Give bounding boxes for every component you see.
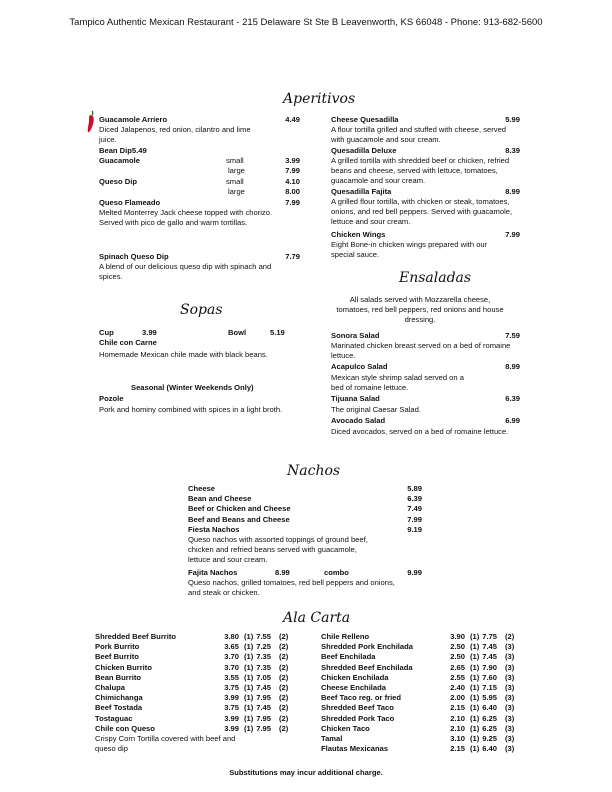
price-single: 3.99: [224, 693, 239, 703]
price-single: 2.50: [450, 652, 465, 662]
ala-carta-row: [321, 734, 531, 744]
spinach-queso-desc: A blend of our delicious queso dip with spinach and spices.: [99, 262, 272, 282]
qty-multi: (3): [505, 723, 515, 733]
price-multi: 7.45: [482, 652, 497, 662]
pozole-desc: Pork and hominy combined with spices in a light broth.: [99, 405, 283, 414]
ala-carta-row: [95, 714, 305, 724]
qty-multi: (2): [279, 723, 289, 733]
fiesta-nachos-desc: Queso nachos with assorted toppings of ground beef, chicken and refried beans served with guacamole, lettuce and sour cream.: [188, 535, 368, 565]
price-multi: 7.05: [256, 672, 271, 682]
chicken-wings-desc: Eight Bone-in chicken wings prepared with our special sauce.: [331, 240, 488, 260]
ala-carta-right-column: [321, 632, 531, 754]
nachos-item-price: 5.89: [407, 484, 422, 493]
fajita-nachos-combo-price: 9.99: [407, 568, 422, 577]
guacamole-small-label: small: [226, 156, 244, 165]
nachos-item-name: Bean and Cheese: [188, 494, 252, 503]
price-multi: 6.40: [482, 744, 497, 754]
soup-bowl-label: Bowl: [228, 328, 247, 337]
qty-multi: (2): [279, 693, 289, 703]
qty-multi: (3): [505, 693, 515, 703]
ala-carta-row: [95, 652, 305, 662]
fiesta-nachos-name: Fiesta Nachos: [188, 525, 240, 534]
ala-carta-row: [95, 663, 305, 673]
item-name: Beef Tostada: [95, 703, 143, 713]
tijuana-salad-desc: The original Caesar Salad.: [331, 405, 421, 414]
chicken-wings-price: 7.99: [505, 230, 520, 239]
qty-single: (1): [244, 682, 254, 692]
price-multi: 7.90: [482, 662, 497, 672]
chile-con-carne-desc: Homemade Mexican chile made with black beans.: [99, 350, 268, 359]
qty-multi: (2): [505, 632, 515, 641]
soup-cup-label: Cup: [99, 328, 114, 337]
tijuana-salad-name: Tijuana Salad: [331, 394, 380, 403]
item-name: Chicken Enchilada: [321, 672, 389, 682]
price-multi: 7.45: [482, 642, 497, 652]
price-single: 2.65: [450, 662, 465, 672]
qty-multi: (3): [505, 672, 515, 682]
qty-single: (1): [470, 662, 480, 672]
price-multi: 6.40: [482, 703, 497, 713]
qty-single: (1): [470, 703, 480, 713]
price-single: 2.15: [450, 744, 465, 754]
qty-multi: (3): [505, 713, 515, 723]
qty-single: (1): [244, 713, 254, 723]
queso-large-label: large: [228, 187, 245, 196]
quesadilla-deluxe-price: 8.39: [505, 146, 520, 155]
ala-carta-row: [321, 632, 531, 642]
item-name: Chile con Queso: [95, 723, 155, 733]
ala-carta-row: [95, 683, 305, 693]
price-single: 2.10: [450, 713, 465, 723]
qty-single: (1): [244, 642, 254, 652]
item-name: Tamal: [321, 733, 343, 743]
item-name: Chimichanga: [95, 693, 143, 703]
price-multi: 7.35: [256, 662, 271, 672]
qty-single: (1): [470, 682, 480, 692]
guacamole-arriero-price: 4.49: [285, 115, 300, 124]
price-multi: 7.35: [256, 652, 271, 662]
seasonal-label: Seasonal (Winter Weekends Only): [131, 383, 254, 392]
qty-single: (1): [470, 744, 480, 754]
fajita-nachos-price: 8.99: [275, 568, 290, 577]
avocado-salad-price: 6.99: [505, 416, 520, 425]
ala-carta-row: [321, 663, 531, 673]
qty-multi: (3): [505, 703, 515, 713]
acapulco-salad-name: Acapulco Salad: [331, 362, 388, 371]
item-name: Chicken Taco: [321, 723, 370, 733]
ala-carta-left-column: [95, 632, 305, 734]
qty-multi: (3): [505, 733, 515, 743]
sonora-salad-price: 7.59: [505, 331, 520, 340]
pozole-name: Pozole: [99, 394, 124, 403]
item-name: Bean Burrito: [95, 672, 141, 682]
qty-single: (1): [470, 713, 480, 723]
item-name: Cheese Enchilada: [321, 682, 386, 692]
quesadilla-fajita-name: Quesadilla Fajita: [331, 187, 392, 196]
qty-single: (1): [470, 672, 480, 682]
sonora-salad-desc: Marinated chicken breast served on a bed of romaine lettuce.: [331, 341, 511, 361]
price-single: 3.70: [224, 662, 239, 672]
bean-dip-item: Bean Dip5.49: [99, 146, 147, 155]
qty-multi: (3): [505, 652, 515, 662]
substitutions-footnote: Substitutions may incur additional charge.: [229, 768, 383, 777]
price-single: 3.75: [224, 682, 239, 692]
ala-carta-row: [321, 673, 531, 683]
price-multi: 7.25: [256, 642, 271, 652]
queso-flameado-price: 7.99: [285, 198, 300, 207]
price-multi: 7.95: [256, 693, 271, 703]
guacamole-small-price: 3.99: [285, 156, 300, 165]
price-multi: 9.25: [482, 733, 497, 743]
price-single: 2.10: [450, 723, 465, 733]
ala-carta-row: [95, 703, 305, 713]
qty-single: (1): [470, 642, 480, 652]
qty-single: (1): [244, 703, 254, 713]
guacamole-name: Guacamole: [99, 156, 140, 165]
chili-pepper-icon: [86, 110, 96, 134]
tijuana-salad-price: 6.39: [505, 394, 520, 403]
nachos-item-name: Cheese: [188, 484, 216, 493]
quesadilla-fajita-price: 8.99: [505, 187, 520, 196]
cheese-quesadilla-desc: A flour tortilla grilled and stuffed with cheese, served with guacamole and sour cream.: [331, 125, 507, 145]
qty-single: (1): [470, 652, 480, 662]
ala-carta-row: [95, 642, 305, 652]
price-multi: 7.75: [482, 632, 497, 641]
nachos-item-name: Beef or Chicken and Cheese: [188, 504, 291, 513]
ala-carta-row: [95, 693, 305, 703]
price-single: 3.75: [224, 703, 239, 713]
price-single: 3.90: [450, 632, 465, 641]
price-multi: 7.15: [482, 682, 497, 692]
price-multi: 6.25: [482, 723, 497, 733]
section-title-nachos: Nachos: [287, 463, 341, 479]
item-name: Chicken Burrito: [95, 662, 152, 672]
nachos-item-price: 7.49: [407, 504, 422, 513]
qty-multi: (3): [505, 642, 515, 652]
salads-intro: All salads served with Mozzarella cheese, tomatoes, red bell peppers, red onions and house dressing.: [336, 295, 504, 325]
qty-multi: (2): [279, 662, 289, 672]
qty-multi: (2): [279, 652, 289, 662]
price-single: 3.55: [224, 672, 239, 682]
item-name: Tostaguac: [95, 713, 133, 723]
qty-multi: (2): [279, 682, 289, 692]
qty-multi: (3): [505, 662, 515, 672]
quesadilla-deluxe-desc: A grilled tortilla with shredded beef or chicken, refried beans and cheese, served with lettuce, tomatoes, guacamole and sour cream.: [331, 156, 510, 186]
price-single: 3.65: [224, 642, 239, 652]
qty-multi: (2): [279, 672, 289, 682]
qty-single: (1): [470, 632, 480, 641]
qty-multi: (2): [279, 703, 289, 713]
ala-carta-row: [321, 652, 531, 662]
cheese-quesadilla-name: Cheese Quesadilla: [331, 115, 399, 124]
item-name: Shredded Beef Taco: [321, 703, 394, 713]
guacamole-large-price: 7.99: [285, 166, 300, 175]
nachos-item-name: Beef and Beans and Cheese: [188, 515, 290, 524]
price-multi: 7.95: [256, 713, 271, 723]
chile-con-queso-desc: Crispy Corn Tortilla covered with beef and queso dip: [95, 734, 236, 754]
qty-single: (1): [470, 723, 480, 733]
item-name: Beef Burrito: [95, 652, 139, 662]
item-name: Chile Relleno: [321, 632, 370, 641]
queso-flameado-name: Queso Flameado: [99, 198, 161, 207]
cheese-quesadilla-price: 5.99: [505, 115, 520, 124]
qty-single: (1): [244, 662, 254, 672]
fajita-nachos-desc: Queso nachos, grilled tomatoes, red bell peppers and onions, and steak or chicken.: [188, 578, 395, 598]
guacamole-arriero-desc: Diced Jalapenos, red onion, cilantro and lime juice.: [99, 125, 251, 145]
section-title-aperitivos: Aperitivos: [283, 91, 356, 107]
spinach-queso-price: 7.79: [285, 252, 300, 261]
qty-multi: (3): [505, 682, 515, 692]
chile-con-carne-name: Chile con Carne: [99, 338, 157, 347]
qty-single: (1): [470, 693, 480, 703]
fajita-nachos-name: Fajita Nachos: [188, 568, 238, 577]
ala-carta-row: [321, 744, 531, 754]
qty-multi: (2): [279, 632, 289, 641]
ala-carta-row: [321, 724, 531, 734]
avocado-salad-name: Avocado Salad: [331, 416, 386, 425]
ala-carta-row: [95, 724, 305, 734]
price-single: 3.80: [224, 632, 239, 641]
ala-carta-row: [321, 683, 531, 693]
item-name: Beef Taco reg. or fried: [321, 693, 402, 703]
price-multi: 6.25: [482, 713, 497, 723]
item-name: Shredded Pork Taco: [321, 713, 395, 723]
ala-carta-row: [321, 714, 531, 724]
price-single: 2.15: [450, 703, 465, 713]
qty-single: (1): [244, 693, 254, 703]
price-single: 2.40: [450, 682, 465, 692]
nachos-item-price: 7.99: [407, 515, 422, 524]
qty-single: (1): [244, 672, 254, 682]
price-single: 3.99: [224, 713, 239, 723]
qty-multi: (2): [279, 642, 289, 652]
price-multi: 7.55: [256, 632, 271, 641]
ala-carta-row: [95, 673, 305, 683]
guacamole-large-label: large: [228, 166, 245, 175]
price-multi: 7.45: [256, 703, 271, 713]
queso-flameado-desc: Melted Monterrey Jack cheese topped with chorizo. Served with pico de gallo and warm tortillas.: [99, 208, 273, 228]
ala-carta-row: [321, 703, 531, 713]
section-title-ala-carta: Ala Carta: [283, 610, 351, 626]
item-name: Flautas Mexicanas: [321, 744, 389, 754]
fajita-nachos-combo-label: combo: [324, 568, 349, 577]
price-single: 2.00: [450, 693, 465, 703]
acapulco-salad-price: 8.99: [505, 362, 520, 371]
soup-cup-price: 3.99: [142, 328, 157, 337]
section-title-sopas: Sopas: [180, 302, 223, 318]
chicken-wings-name: Chicken Wings: [331, 230, 386, 239]
qty-multi: (2): [279, 713, 289, 723]
queso-large-price: 8.00: [285, 187, 300, 196]
price-multi: 5.95: [482, 693, 497, 703]
qty-single: (1): [244, 652, 254, 662]
price-single: 3.99: [224, 723, 239, 733]
section-title-ensaladas: Ensaladas: [399, 270, 472, 286]
price-single: 2.50: [450, 642, 465, 652]
queso-small-label: small: [226, 177, 244, 186]
acapulco-salad-desc: Mexican style shrimp salad served on a bed of romaine lettuce.: [331, 373, 464, 393]
ala-carta-row: [321, 642, 531, 652]
ala-carta-row: [95, 632, 305, 642]
nachos-item-price: 6.39: [407, 494, 422, 503]
price-single: 3.10: [450, 733, 465, 743]
queso-dip-name: Queso Dip: [99, 177, 137, 186]
quesadilla-deluxe-name: Quesadilla Deluxe: [331, 146, 397, 155]
item-name: Shredded Beef Enchilada: [321, 662, 413, 672]
price-multi: 7.60: [482, 672, 497, 682]
item-name: Beef Enchilada: [321, 652, 376, 662]
qty-single: (1): [470, 733, 480, 743]
item-name: Pork Burrito: [95, 642, 140, 652]
price-single: 3.70: [224, 652, 239, 662]
item-name: Chalupa: [95, 682, 125, 692]
price-single: 2.55: [450, 672, 465, 682]
fiesta-nachos-price: 9.19: [407, 525, 422, 534]
sonora-salad-name: Sonora Salad: [331, 331, 380, 340]
restaurant-header: Tampico Authentic Mexican Restaurant - 215 Delaware St Ste B Leavenworth, KS 66048 - Phone: 913-682-5600: [69, 17, 543, 28]
item-name: Shredded Beef Burrito: [95, 632, 177, 641]
quesadilla-fajita-desc: A grilled flour tortilla, with chicken or steak, tomatoes, onions, and red bell peppers. Served with guacamole, lettuce and sour cream.: [331, 197, 513, 227]
queso-small-price: 4.10: [285, 177, 300, 186]
price-multi: 7.95: [256, 723, 271, 733]
qty-single: (1): [244, 723, 254, 733]
avocado-salad-desc: Diced avocados, served on a bed of romaine lettuce.: [331, 427, 509, 436]
spinach-queso-name: Spinach Queso Dip: [99, 252, 169, 261]
guacamole-arriero-name: Guacamole Arriero: [99, 115, 168, 124]
soup-bowl-price: 5.19: [270, 328, 285, 337]
ala-carta-row: [321, 693, 531, 703]
qty-single: (1): [244, 632, 254, 641]
price-multi: 7.45: [256, 682, 271, 692]
item-name: Shredded Pork Enchilada: [321, 642, 413, 652]
qty-multi: (3): [505, 744, 515, 754]
